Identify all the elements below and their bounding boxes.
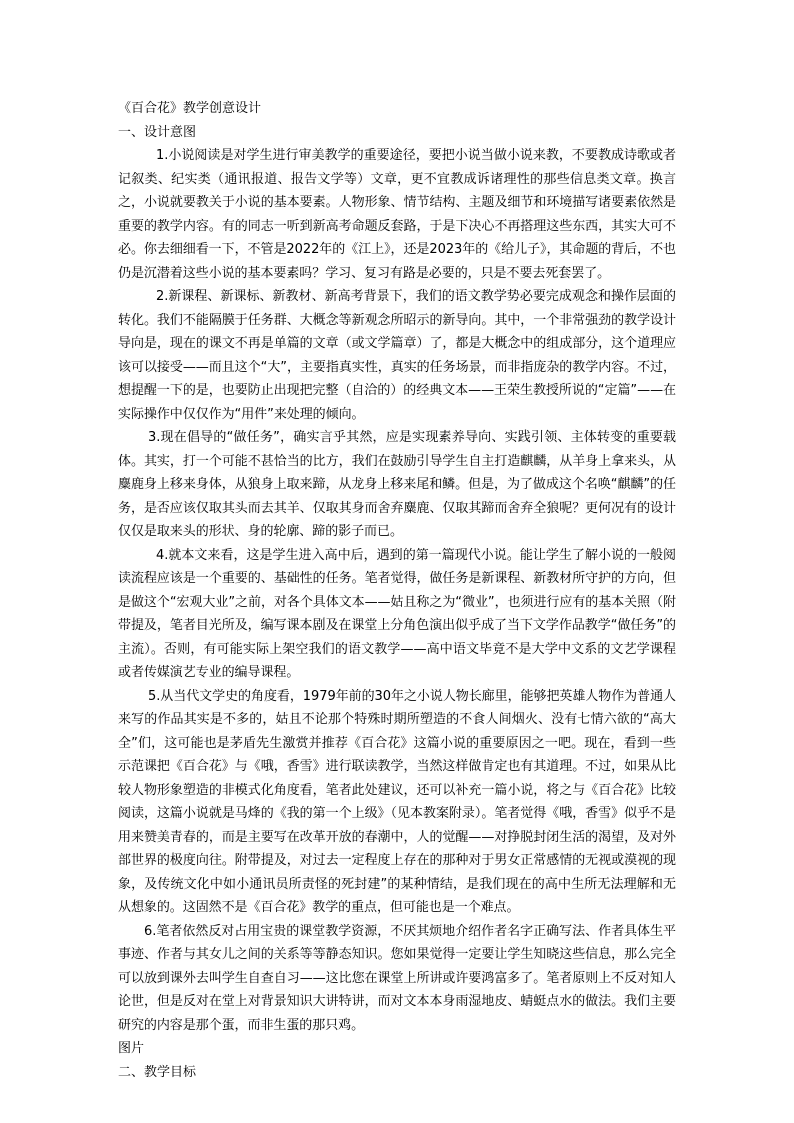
document-body [118,97,676,1084]
paragraph-4: 4.就本文来看，这是学生进入高中后，遇到的第一篇现代小说。能让学生了解小说的一般阅读流程应该是一个重要的、基础性的任务。笔者觉得，做任务是新课程、新教材所守护的方向，但是做这个“宏观大业”之前，对各个具体文本——姑且称之为“微业”，也须进行应有的基本关照（附带提及，笔者目光所及，编写课本剧及在课堂上分角色演出似乎成了当下文学作品教学“做任务”的主流）。否则，有可能实际上架空我们的语文教学——高中语文毕竟不是大学中文系的文艺学课程或者传媒演艺专业的编导课程。 [118,547,676,680]
paragraph-6: 6.笔者依然反对占用宝贵的课堂教学资源，不厌其烦地介绍作者名字正确写法、作者具体生平事迹、作者与其女儿之间的关系等等静态知识。您如果觉得一定要让学生知晓这些信息，那么完全可以放到课外去叫学生自查自习——这比您在课堂上所讲或许要鸿富多了。笔者原则上不反对知人论世，但是反对在堂上对背景知识大讲特讲，而对文本本身雨湿地皮、蜻蜓点水的做法。我们主要研究的内容是那个蛋，而非生蛋的那只鸡。 [118,923,676,1033]
image-placeholder-label: 图片 [118,1041,145,1056]
paragraph-3: 3.现在倡导的“做任务”，确实言乎其然，应是实现素养导向、实践引领、主体转变的重要载体。其实，打一个可能不甚恰当的比方，我们在鼓励引导学生自主打造麒麟，从羊身上拿来头，从麋鹿身上移来身体，从狼身上取来蹄，从龙身上移来尾和鳞。但是，为了做成这个名唤“麒麟”的任务，是否应该仅取其头而去其羊、仅取其身而舍弃麋鹿、仅取其蹄而舍弃全狼呢？更何况有的设计仅仅是取来头的形状、身的轮廓、蹄的影子而已。 [118,430,676,539]
paragraph-5: 5.从当代文学史的角度看，1979年前的30年之小说人物长廊里，能够把英雄人物作为普通人来写的作品其实是不多的，姑且不论那个特殊时期所塑造的不食人间烟火、没有七情六欲的“高大全”们，这可能也是茅盾先生激赏并推荐《百合花》这篇小说的重要原因之一吧。现在，看到一些示范课把《百合花》与《哦，香雪》进行联读教学，当然这样做肯定也有其道理。不过，如果从比较人物形象塑造的非模式化角度看，笔者此处建议，还可以补充一篇小说，将之与《百合花》比较阅读，这篇小说就是马烽的《我的第一个上级》（见本教案附录）。笔者觉得《哦，香雪》似乎不是用来赞美青春的，而是主要写在改革开放的春潮中，人的觉醒——对挣脱封闭生活的渴望，及对外部世界的极度向往。附带提及，对过去一定程度上存在的那种对于男女正常感情的无视或漠视的现象，及传统文化中如小通讯员所责怪的死封建”的某种情结，是我们现在的高中生所无法理解和无从想象的。这固然不是《百合花》教学的重点，但可能也是一个难点。 [118,688,676,915]
document-title: 《百合花》教学创意设计 [118,101,262,116]
paragraph-2: 2.新课程、新课标、新教材、新高考背景下，我们的语文教学势必要完成观念和操作层面的转化。我们不能隔膜于任务群、大概念等新观念所昭示的新导向。其中，一个非常强劲的教学设计导向是，现在的课文不再是单篇的文章（或文学篇章）了，都是大概念中的组成部分，这个道理应该可以接受——而且这个“大”，主要指真实性，真实的任务场景，而非指庞杂的教学内容。不过，想提醒一下的是，也要防止出现把完整（自洽的）的经典文本——王荣生教授所说的“定篇”——在实际操作中仅仅作为“用件”来处理的倾向。 [118,289,676,422]
section-heading-design-intent: 一、设计意图 [118,124,197,140]
paragraph-1: 1.小说阅读是对学生进行审美教学的重要途径，要把小说当做小说来教，不要教成诗歌或者记叙类、纪实类（通讯报道、报告文学等）文章，更不宜教成诉诸理性的那些信息类文章。换言之，小说就要教关于小说的基本要素。人物形象、情节结构、主题及细节和环境描写诸要素依然是重要的教学内容。有的同志一听到新高考命题反套路，于是下决心不再搭理这些东西，其实大可不必。你去细细看一下，不管是2022年的《江上》，还是2023年的《给儿子》，其命题的背后，不也仍是沉潜着这些小说的基本要素吗？学习、复习有路是必要的，只是不要去死套罢了。 [118,148,676,281]
section-heading-teaching-goals: 二、教学目标 [118,1064,197,1080]
